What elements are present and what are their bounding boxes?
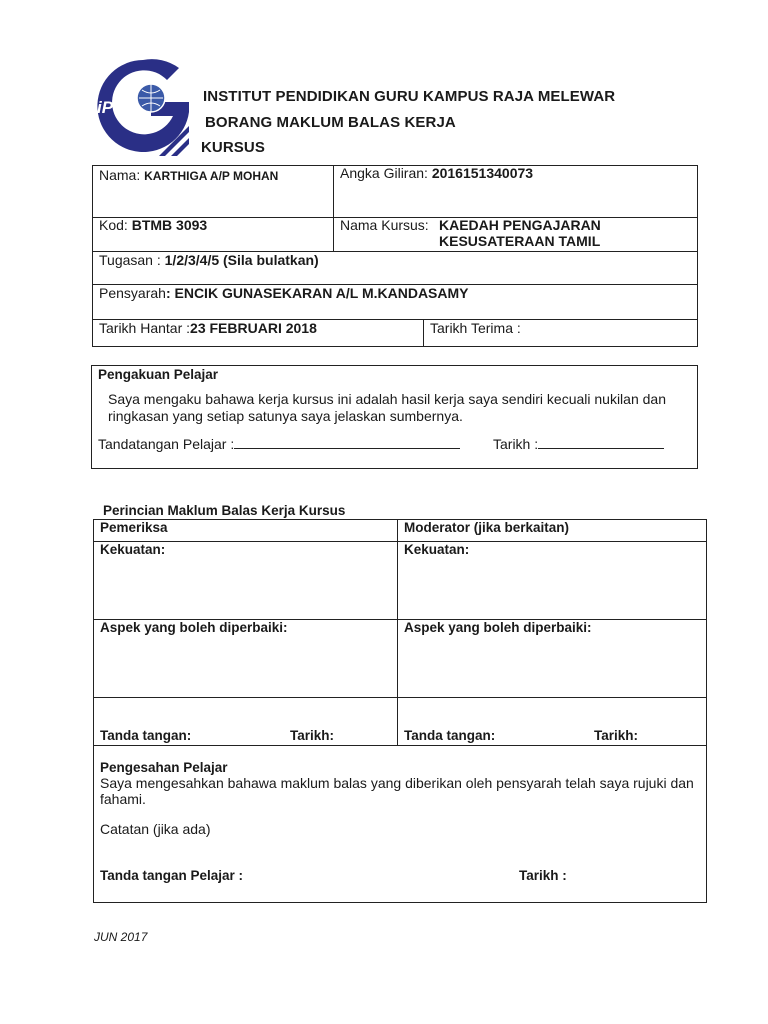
lecturer-value: : ENCIK GUNASEKARAN A/L M.KANDASAMY <box>165 285 469 301</box>
course-value-line2: KESUSATERAAN TAMIL <box>439 233 601 249</box>
form-subtitle: KURSUS <box>201 139 265 156</box>
task-field <box>99 252 319 268</box>
roll-label: Angka Giliran: <box>340 165 428 181</box>
examiner-date-label: Tarikh: <box>290 728 335 743</box>
moderator-strengths-label: Kekuatan: <box>404 542 470 557</box>
ipg-logo <box>93 56 193 160</box>
name-field <box>99 167 278 183</box>
institute-name: INSTITUT PENDIDIKAN GURU KAMPUS RAJA MELEWAR <box>203 88 616 105</box>
submit-value: 23 FEBRUARI 2018 <box>190 320 317 336</box>
form-title: BORANG MAKLUM BALAS KERJA <box>205 114 456 131</box>
roll-field <box>340 165 533 181</box>
lecturer-field <box>99 285 469 301</box>
feedback-section-title: Perincian Maklum Balas Kerja Kursus <box>103 503 346 518</box>
student-sign-label: Tanda tangan Pelajar : <box>100 868 244 883</box>
task-value: 1/2/3/4/5 (Sila bulatkan) <box>164 252 319 268</box>
signature-label: Tandatangan Pelajar : <box>98 436 235 452</box>
submit-label: Tarikh Hantar : <box>99 320 191 336</box>
task-label: Tugasan : <box>99 252 161 268</box>
code-value: BTMB 3093 <box>131 217 208 233</box>
declaration-line1: Saya mengaku bahawa kerja kursus ini adalah hasil kerja saya sendiri kecuali nukilan dan <box>108 391 666 407</box>
examiner-improve-label: Aspek yang boleh diperbaiki: <box>100 620 288 635</box>
student-signature-field <box>98 434 460 452</box>
signature-line[interactable] <box>234 434 460 449</box>
confirmation-date-label: Tarikh : <box>519 868 567 883</box>
code-label: Kod: <box>99 217 128 233</box>
code-field <box>99 217 207 233</box>
examiner-header: Pemeriksa <box>100 520 168 535</box>
declaration-date-line[interactable] <box>538 434 664 449</box>
roll-value: 2016151340073 <box>431 165 534 181</box>
logo-text: iPG <box>97 98 127 117</box>
submit-date-field <box>99 320 317 336</box>
confirmation-line1: Saya mengesahkan bahawa maklum balas yang diberikan oleh pensyarah telah saya rujuki dan <box>100 775 694 791</box>
moderator-improve-label: Aspek yang boleh diperbaiki: <box>404 620 592 635</box>
lecturer-label: Pensyarah <box>99 285 166 301</box>
name-label: Nama: <box>99 167 141 183</box>
notes-label: Catatan (jika ada) <box>100 821 211 837</box>
course-value-line1: KAEDAH PENGAJARAN <box>439 217 601 233</box>
feedback-table <box>93 519 707 903</box>
declaration-title: Pengakuan Pelajar <box>98 367 219 382</box>
declaration-line2: ringkasan yang setiap satunya saya jelaskan sumbernya. <box>108 408 463 424</box>
moderator-date-label: Tarikh: <box>594 728 639 743</box>
declaration-date-label: Tarikh : <box>493 436 539 452</box>
received-date-label: Tarikh Terima : <box>430 320 521 336</box>
form-version: JUN 2017 <box>94 930 148 944</box>
confirmation-line2: fahami. <box>100 791 146 807</box>
declaration-date-field <box>493 434 664 452</box>
course-label: Nama Kursus: <box>340 217 429 233</box>
moderator-header: Moderator (jika berkaitan) <box>404 520 570 535</box>
examiner-sign-label: Tanda tangan: <box>100 728 192 743</box>
examiner-strengths-label: Kekuatan: <box>100 542 166 557</box>
confirmation-title: Pengesahan Pelajar <box>100 760 228 775</box>
name-value: KARTHIGA A/P MOHAN <box>144 169 279 183</box>
moderator-sign-label: Tanda tangan: <box>404 728 496 743</box>
